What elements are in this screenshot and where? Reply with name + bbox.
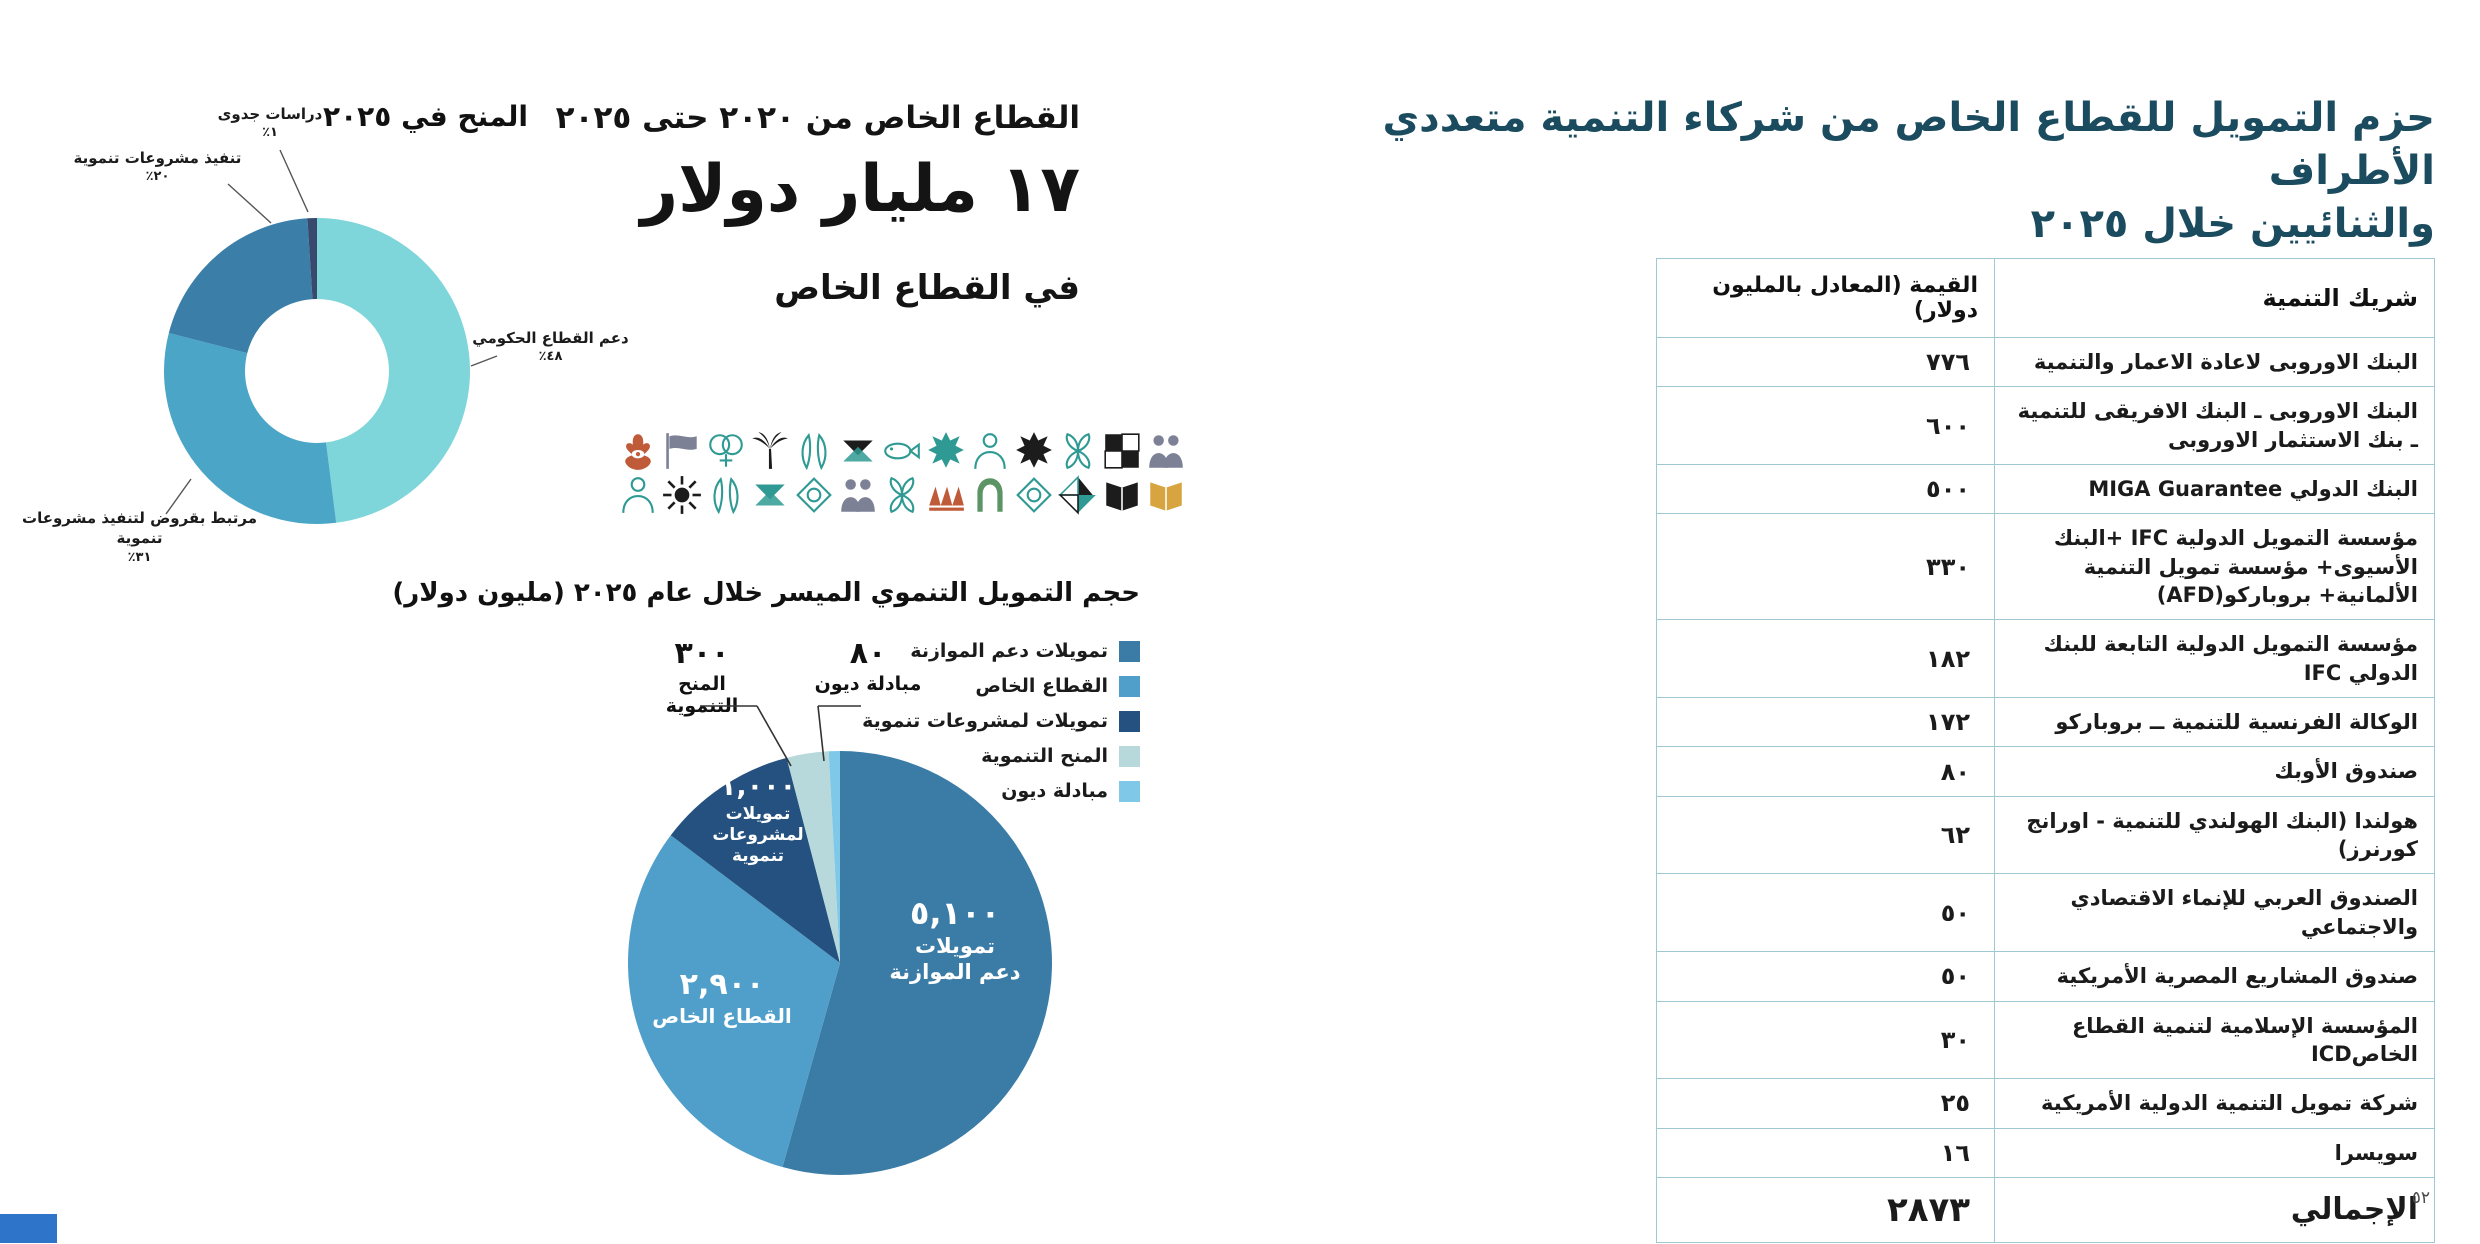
pinwheel-icon: [1057, 474, 1099, 516]
value-cell: ٢٥: [1657, 1079, 1995, 1128]
partner-cell: هولندا (البنك الهولندي للتنمية - اورانج كورنرز): [1995, 796, 2435, 874]
partner-cell: شركة تمويل التنمية الدولية الأمريكية: [1995, 1079, 2435, 1128]
table-row: [1657, 620, 2435, 698]
decorative-pattern-band: [617, 430, 1187, 516]
partner-cell: مؤسسة التمويل الدولية التابعة للبنك الدولي IFC: [1995, 620, 2435, 698]
donut-label-feasibility: دراسات جدوى ١٪: [217, 105, 323, 141]
value-cell: ١٦: [1657, 1128, 1995, 1177]
legend-swatch-icon: [1119, 781, 1140, 802]
page-number: ٥٢: [2411, 1188, 2430, 1208]
leaf4-icon: [881, 474, 923, 516]
legend-label: تمويلات لمشروعات تنموية: [862, 710, 1108, 732]
donut-chart-title: المنح في ٢٠٢٥: [322, 100, 528, 133]
headline-period: القطاع الخاص من ٢٠٢٠ حتى ٢٠٢٥: [555, 100, 1080, 136]
table-header-partner: شريك التنمية: [1995, 259, 2435, 338]
book-icon: [1101, 474, 1143, 516]
partner-cell: صندوق المشاريع المصرية الأمريكية: [1995, 952, 2435, 1001]
value-cell: ١٧٢: [1657, 698, 1995, 747]
value-cell: ٦٢: [1657, 796, 1995, 874]
table-row: [1657, 698, 2435, 747]
waves-icon: [925, 474, 967, 516]
chart-slice: [169, 218, 313, 353]
tulip-icon: [793, 430, 835, 472]
legend-swatch-icon: [1119, 711, 1140, 732]
sunburst-icon: [661, 474, 703, 516]
legend-swatch-icon: [1119, 641, 1140, 662]
chart-slice: [164, 333, 336, 524]
table-row: [1657, 874, 2435, 952]
value-cell: ٥٠٠: [1657, 465, 1995, 514]
table-row: [1657, 514, 2435, 620]
table-header-value: القيمة (المعادل بالمليون دولار): [1657, 259, 1995, 338]
person-icon: [617, 474, 659, 516]
legend-label: المنح التنموية: [981, 745, 1108, 767]
legend-label: القطاع الخاص: [975, 675, 1108, 697]
rings-icon: [705, 430, 747, 472]
callout-development-grants: ٣٠٠ المنح التنموية: [665, 636, 739, 717]
page-title: [1315, 92, 2435, 250]
pie-label-private-sector: ٢,٩٠٠ القطاع الخاص: [652, 967, 792, 1028]
partner-cell: الوكالة الفرنسية للتنمية ــ بروباركو: [1995, 698, 2435, 747]
footer-accent-bar: [0, 1214, 57, 1243]
value-cell: ٦٠٠: [1657, 387, 1995, 465]
value-cell: ٣٠: [1657, 1001, 1995, 1079]
star8-icon: [925, 430, 967, 472]
table-row: [1657, 465, 2435, 514]
partner-cell: صندوق الأوبك: [1995, 747, 2435, 796]
legend-label: تمويلات دعم الموازنة: [910, 640, 1108, 662]
trianglestar-icon: [749, 474, 791, 516]
value-cell: ٨٠: [1657, 747, 1995, 796]
table-row: [1657, 796, 2435, 874]
donut-label-loan-linked: مرتبط بقروض لتنفيذ مشروعات تنموية ٣١٪: [22, 509, 257, 565]
table-row: [1657, 387, 2435, 465]
pie-label-budget-support: ٥,١٠٠ تمويلات دعم الموازنة: [889, 894, 1021, 985]
page-title-line2: والثنائيين خلال ٢٠٢٥: [2030, 200, 2435, 247]
tulip-icon: [705, 474, 747, 516]
headline-sector: في القطاع الخاص: [774, 268, 1080, 308]
partner-cell: الصندوق العربي للإنماء الاقتصادي والاجتماعي: [1995, 874, 2435, 952]
pie-label-development-projects: ١,٠٠٠ تمويلات لمشروعات تنموية: [712, 771, 804, 867]
diamond-icon: [793, 474, 835, 516]
value-cell: ٧٧٦: [1657, 338, 1995, 387]
book-icon: [1145, 474, 1187, 516]
flag-icon: [661, 430, 703, 472]
table-row: [1657, 952, 2435, 1001]
page-title-line1: حزم التمويل للقطاع الخاص من شركاء التنمية متعددي الأطراف: [1382, 95, 2435, 194]
trianglestar-icon: [837, 430, 879, 472]
total-value-cell: ٢٨٧٣: [1657, 1177, 1995, 1243]
table-row: [1657, 1128, 2435, 1177]
chart-slice: [317, 218, 470, 523]
callout-debt-swap: ٨٠ مبادلة ديون: [814, 636, 922, 695]
partner-cell: البنك الاوروبى لاعادة الاعمار والتنمية: [1995, 338, 2435, 387]
person-icon: [969, 430, 1011, 472]
legend-label: مبادلة ديون: [1001, 780, 1108, 802]
pie-chart-title: حجم التمويل التنموي الميسر خلال عام ٢٠٢٥ (مليون دولار): [392, 578, 1140, 608]
partner-cell: البنك الدولي MIGA Guarantee: [1995, 465, 2435, 514]
palm-icon: [749, 430, 791, 472]
headline-amount: ١٧ مليار دولار: [640, 152, 1080, 227]
table-header-row: [1657, 259, 2435, 338]
donut-label-implementation: تنفيذ مشروعات تنموية ٢٠٪: [73, 149, 242, 185]
table-row: [1657, 338, 2435, 387]
legend-swatch-icon: [1119, 746, 1140, 767]
value-cell: ٣٣٠: [1657, 514, 1995, 620]
total-label-cell: الإجمالي: [1995, 1177, 2435, 1243]
checker-icon: [1101, 430, 1143, 472]
star8-icon: [1013, 430, 1055, 472]
hamsa-icon: [617, 430, 659, 472]
people-icon: [837, 474, 879, 516]
legend-swatch-icon: [1119, 676, 1140, 697]
partner-cell: مؤسسة التمويل الدولية IFC +البنك الأسيوى+ مؤسسة تمويل التنمية الألمانية+ بروباركو(AFD): [1995, 514, 2435, 620]
partners-table: [1656, 258, 2435, 1243]
value-cell: ٥٠: [1657, 874, 1995, 952]
people-icon: [1145, 430, 1187, 472]
arch-icon: [969, 474, 1011, 516]
table-row: [1657, 1001, 2435, 1079]
table-row: [1657, 1079, 2435, 1128]
table-row: [1657, 747, 2435, 796]
fish-icon: [881, 430, 923, 472]
diamond-icon: [1013, 474, 1055, 516]
leaf4-icon: [1057, 430, 1099, 472]
table-total-row: [1657, 1177, 2435, 1243]
partner-cell: المؤسسة الإسلامية لتنمية القطاع الخاصICD: [1995, 1001, 2435, 1079]
partner-cell: البنك الاوروبى ـ البنك الافريقى للتنمية ـ بنك الاستثمار الاوروبى: [1995, 387, 2435, 465]
value-cell: ١٨٢: [1657, 620, 1995, 698]
value-cell: ٥٠: [1657, 952, 1995, 1001]
partner-cell: سويسرا: [1995, 1128, 2435, 1177]
donut-label-government-support: دعم القطاع الحكومي ٤٨٪: [472, 329, 629, 365]
